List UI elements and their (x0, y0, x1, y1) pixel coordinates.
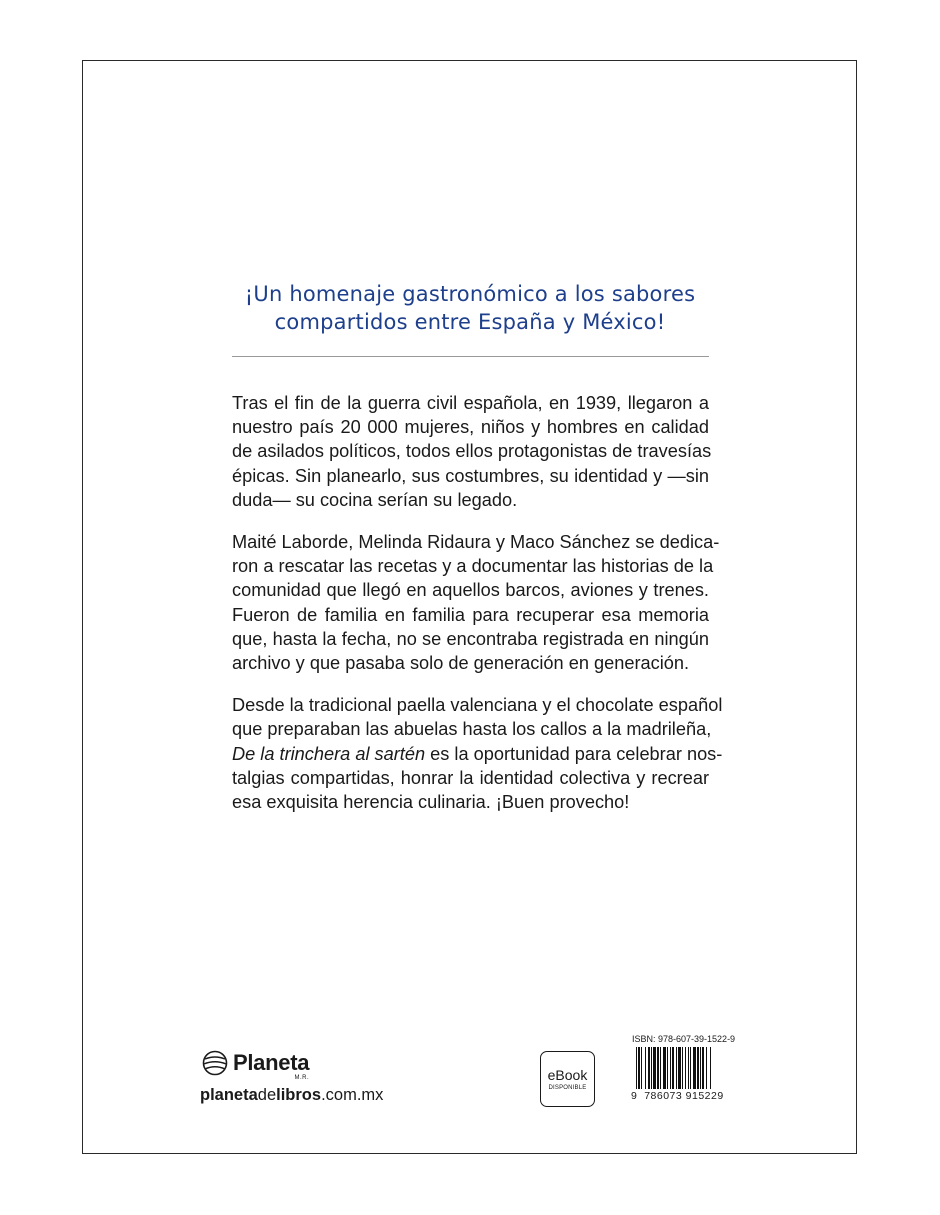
ebook-label: eBook (547, 1067, 588, 1083)
site-part: planeta (200, 1086, 258, 1104)
paragraph-line: que preparaban las abuelas hasta los callos a la madrileña, (232, 719, 712, 740)
barcode-digit-group: 786073 (644, 1090, 683, 1102)
planeta-logo (202, 1050, 310, 1081)
paragraph-line: talgias compartidas, honrar la identidad colectiva y recrear (232, 767, 709, 788)
paragraph-2 (232, 530, 720, 675)
paragraph-line: nuestro país 20 000 mujeres, niños y hombres en calidad (232, 417, 709, 438)
paragraph-line: Maité Laborde, Melinda Ridaura y Maco Sánchez se dedica- (232, 532, 720, 553)
paragraph-line: duda— su cocina serían su legado. (232, 489, 518, 510)
site-part: libros (276, 1086, 322, 1104)
paragraph-line: épicas. Sin planearlo, sus costumbres, su identidad y —sin (232, 465, 709, 486)
isbn-label: ISBN: 978-607-39-1522-9 (632, 1034, 736, 1044)
ebook-sublabel: DISPONIBLE (548, 1085, 587, 1091)
paragraph-1 (232, 391, 712, 512)
site-part: .com.mx (321, 1086, 384, 1104)
paragraph-line: de asilados políticos, todos ellos protagonistas de travesías (232, 441, 712, 462)
barcode-digits (631, 1090, 724, 1102)
barcode-digit-group: 915229 (685, 1090, 724, 1102)
ebook-badge (540, 1051, 595, 1107)
barcode-digit-first: 9 (631, 1090, 638, 1102)
paragraph-line: archivo y que pasaba solo de generación en generación. (232, 653, 690, 674)
paragraph-line-rest: es la oportunidad para celebrar nos- (425, 743, 723, 764)
paragraph-line: ron a rescatar las recetas y a documentar las historias de la (232, 556, 714, 577)
paragraph-line: Desde la tradicional paella valenciana y el chocolate español (232, 695, 723, 716)
back-cover-blurb (232, 391, 723, 832)
publisher-website[interactable] (200, 1086, 383, 1105)
paragraph-line: Tras el fin de la guerra civil española, en 1939, llegaron a (232, 393, 709, 413)
globe-icon (202, 1050, 228, 1076)
logo-wordmark (233, 1050, 310, 1081)
paragraph-line: Fueron de familia en familia para recuperar esa memoria (232, 604, 709, 625)
tagline-line-1: ¡Un homenaje gastronómico a los sabores (244, 282, 696, 306)
book-title: De la trinchera al sartén (232, 743, 426, 764)
registered-mark: M.R. (294, 1075, 310, 1081)
divider-rule (232, 356, 709, 357)
paragraph-line: comunidad que llegó en aquellos barcos, aviones y trenes. (232, 580, 709, 601)
paragraph-line: esa exquisita herencia culinaria. ¡Buen provecho! (232, 792, 630, 813)
paragraph-line: que, hasta la fecha, no se encontraba registrada en ningún (232, 628, 709, 649)
tagline (200, 280, 740, 336)
paragraph-line (232, 742, 723, 766)
tagline-line-2: compartidos entre España y México! (274, 310, 666, 334)
paragraph-3 (232, 693, 723, 814)
logo-text: Planeta (233, 1050, 310, 1075)
site-part: de (257, 1086, 277, 1104)
barcode-icon (632, 1047, 738, 1091)
